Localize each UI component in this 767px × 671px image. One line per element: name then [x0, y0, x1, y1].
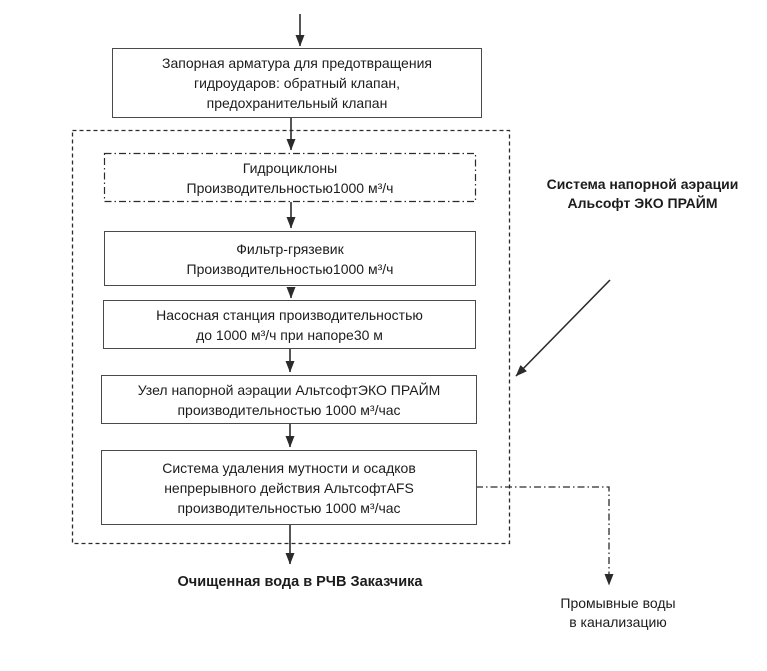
box-text-line: производительностью 1000 м³/час	[177, 401, 401, 418]
flow-box-hydrocyclones	[105, 154, 475, 201]
box-text-line: непрерывного действия АльтсофтAFS	[164, 479, 414, 496]
arrow-wash-water-dashdot	[476, 487, 609, 585]
box-text-line: Узел напорной аэрации АльтсофтЭКО ПРАЙМ	[137, 381, 441, 398]
flow-box-pump-station	[103, 300, 476, 349]
label-text-line: Система напорной аэрации	[546, 176, 739, 192]
box-text-line: Запорная арматура для предотвращения	[162, 55, 432, 71]
box-text-line: гидроударов: обратный клапан,	[193, 75, 400, 91]
aeration-system-label	[520, 175, 765, 213]
flow-box-aeration-unit	[101, 375, 477, 424]
label-text-line: Очищенная вода в РЧВ Заказчика	[177, 574, 423, 590]
label-text-line: в канализацию	[569, 614, 667, 630]
box-text-line: Насосная станция производительностью	[156, 306, 423, 323]
box-text-line: Гидроциклоны	[242, 159, 338, 176]
box-text-line: до 1000 м³/ч при напоре30 м	[196, 326, 383, 343]
label-text-line: Промывные воды	[560, 595, 676, 611]
box-text-line: Система удаления мутности и осадков	[162, 459, 416, 476]
box-text-line: Фильтр-грязевик	[236, 240, 344, 257]
flow-box-valve	[112, 48, 482, 118]
flow-box-turbidity-removal	[101, 450, 477, 525]
box-text-line: Производительностью1000 м³/ч	[186, 179, 394, 196]
box-text-line: предохранительный клапан	[206, 95, 388, 111]
flow-box-filter	[104, 231, 476, 286]
box-text-line: производительностью 1000 м³/час	[177, 499, 401, 516]
clean-water-outlet-label	[130, 573, 470, 592]
arrow-aeration-label-pointer	[516, 280, 610, 376]
label-text-line: Альсофт ЭКО ПРАЙМ	[567, 195, 718, 211]
wash-water-label	[528, 594, 708, 632]
box-text-line: Производительностью1000 м³/ч	[186, 260, 394, 277]
